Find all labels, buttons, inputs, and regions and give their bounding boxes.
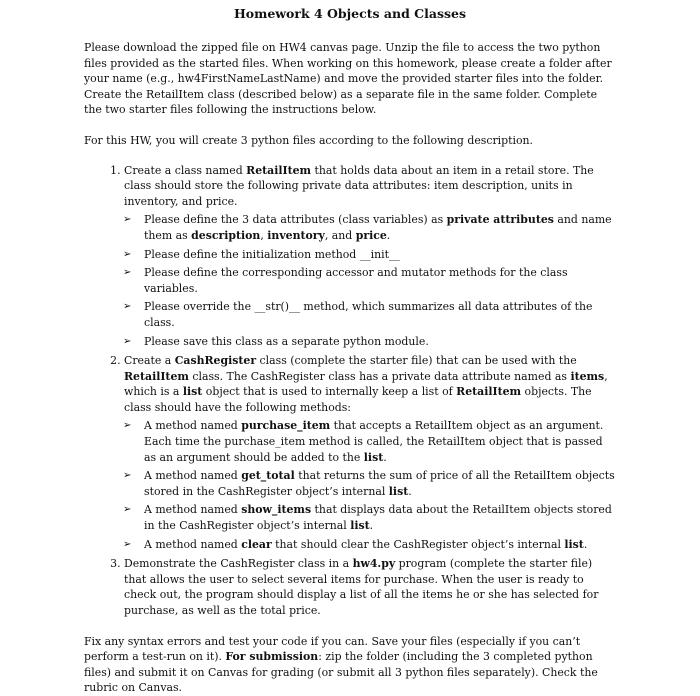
retailitem-bullets (124, 212, 616, 349)
cashregister-bullets (124, 418, 616, 552)
lead-paragraph: For this HW, you will create 3 python files according to the following description. (84, 133, 534, 147)
task-item-demonstrate: 3. Demonstrate the CashRegister class in a hw4.py program (complete the starter file) that allows the user to select several items for purchase. When the user is ready to check out, the program should display a list of all the items he or she has selected for purchase, as well as the total price. (124, 556, 616, 618)
closing-paragraph: Fix any syntax errors and test your code if you can. Save your files (especially if you can’t perform a test-run on it). For submission: zip the folder (including the 3 completed python files) and submit it on Canvas for grading (or submit all 3 python files separately). Check the rubric on Canvas. (84, 634, 598, 695)
bullet-purchase-item: ➢ A method named purchase_item that accepts a RetailItem object as an argument. Each time the purchase_item method is called, the RetailItem object that is passed as an argument should be added to the list. (123, 419, 604, 464)
bullet-init-method: ➢ Please define the initialization method __init__ (123, 247, 400, 261)
intro-paragraph: Please download the zipped file on HW4 canvas page. Unzip the file to access the two python files provided as the started files. When working on this homework, please create a folder after your name (e.g., hw4FirstNameLastName) and move the provided starter files into the folder. Create the RetailItem class (described below) as a separate file in the same folder. Complete the two starter files following the instructions below. (84, 41, 612, 117)
bullet-private-attributes: ➢ Please define the 3 data attributes (class variables) as private attributes and name them as description, inventory, and price. (123, 213, 612, 242)
arrow-bullet-icon: ➢ (123, 214, 132, 226)
bullet-clear: ➢ A method named clear that should clear the CashRegister object’s internal list. (123, 537, 588, 551)
bullet-accessor-mutator: ➢ Please define the corresponding accessor and mutator methods for the class variables. (123, 266, 568, 295)
arrow-bullet-icon: ➢ (123, 335, 132, 347)
bullet-save-module: ➢ Please save this class as a separate python module. (123, 334, 429, 348)
bullet-str-override: ➢ Please override the __str()__ method, which summarizes all data attributes of the class. (123, 300, 593, 329)
task-list (84, 163, 616, 619)
document-title: Homework 4 Objects and Classes (233, 6, 467, 21)
arrow-bullet-icon: ➢ (123, 420, 132, 432)
task-item-retailitem: 1. Create a class named RetailItem that holds data about an item in a retail store. The class should store the following private data attributes: item description, units in inventory, and price. ➢ Please define the 3 data attributes (class variables) as private attributes and name them as description, inventory, and price. ➢ Please define the initialization method __init__ ➢ Please define the corresponding accessor and mutator methods for the class variables. ➢ Please override the __str()__ method, which summarizes all data attributes of the class. ➢ Please save this class as a separate python module. (124, 163, 616, 350)
bullet-show-items: ➢ A method named show_items that displays data about the RetailItem objects stored in the CashRegister object’s internal list. (123, 503, 612, 533)
arrow-bullet-icon: ➢ (123, 267, 132, 279)
task-item-cashregister: 2. Create a CashRegister class (complete the starter file) that can be used with the RetailItem class. The CashRegister class has a private data attribute named as items, which is a list object that is used to internally keep a list of RetailItem objects. The class should have the following methods: ➢ A method named purchase_item that accepts a RetailItem object as an argument. Each time the purchase_item method is called, the RetailItem object that is passed as an argument should be added to the list. ➢ A method named get_total that returns the sum of price of all the RetailItem objects stored in the CashRegister object’s internal list. ➢ A method named show_items that displays data about the RetailItem objects stored in the CashRegister object’s internal list. ➢ A method named clear that should clear the CashRegister object’s internal list. (124, 353, 616, 552)
arrow-bullet-icon: ➢ (123, 301, 132, 313)
bullet-get-total: ➢ A method named get_total that returns the sum of price of all the RetailItem objects stored in the CashRegister object’s internal list. (123, 469, 615, 498)
arrow-bullet-icon: ➢ (123, 470, 132, 482)
arrow-bullet-icon: ➢ (123, 504, 132, 516)
arrow-bullet-icon: ➢ (123, 248, 132, 260)
arrow-bullet-icon: ➢ (123, 538, 132, 550)
